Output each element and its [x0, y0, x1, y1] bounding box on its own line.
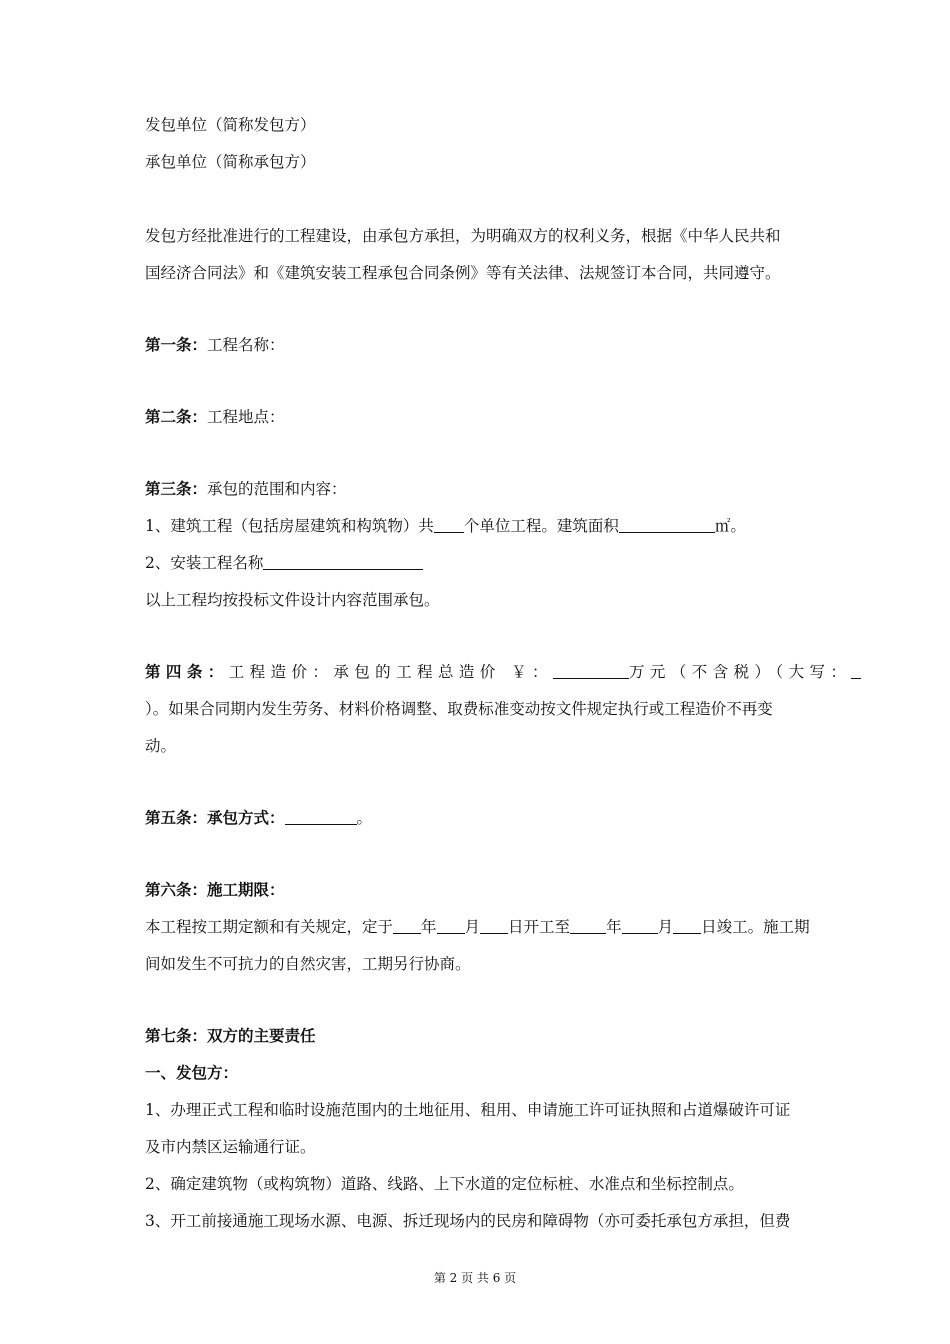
article-7-subheading: 一、发包方： — [145, 1063, 239, 1082]
blank-total-price — [553, 662, 629, 679]
article-4-line-2: ）。如果合同期内发生劳务、材料价格调整、取费标准变动按文件规定执行或工程造价不再变 — [145, 700, 773, 718]
schedule-start: 日开工至 — [508, 918, 571, 936]
blank-start-year — [393, 917, 421, 934]
article-4-line-3: 动。 — [145, 737, 177, 755]
article-5-text: 承包方式： — [207, 808, 285, 827]
blank-start-day — [480, 917, 508, 934]
employer-line: 发包单位（简称发包方） — [145, 116, 316, 134]
article-3-label: 第三条： — [145, 479, 208, 498]
schedule-finish: 日竣工。施工期 — [701, 918, 810, 936]
blank-unit-count — [434, 516, 464, 533]
article-7-item-2: 2、确定建筑物（或构筑物）道路、线路、上下水道的定位标桩、水准点和坐标控制点。 — [145, 1175, 744, 1193]
article-3 — [145, 479, 347, 499]
article-3-item-2 — [145, 553, 423, 573]
article-2 — [145, 407, 285, 427]
schedule-year: 年 — [421, 918, 437, 936]
article-7-item-3: 3、开工前接通施工现场水源、电源、拆迁现场内的民房和障碍物（亦可委托承包方承担，但费 — [145, 1212, 791, 1230]
article-3-text: 承包的范围和内容： — [207, 480, 347, 498]
contractor-line: 承包单位（简称承包方） — [145, 153, 316, 171]
article-6-label: 第六条： — [145, 880, 208, 899]
article-4-text-a: 工程造价：承包的工程总造价 ￥： — [228, 663, 553, 681]
blank-end-year — [570, 917, 606, 934]
article-6 — [145, 880, 285, 900]
article-6-line-2: 间如发生不可抗力的自然灾害，工期另行协商。 — [145, 955, 471, 973]
article-4 — [145, 662, 861, 682]
page-footer: 第 2 页 共 6 页 — [433, 1271, 517, 1285]
article-6-text: 施工期限： — [207, 880, 285, 899]
article-1-text: 工程名称： — [207, 336, 285, 354]
blank-end-month — [622, 917, 658, 934]
blank-start-month — [437, 917, 465, 934]
article-4-text-b: 万元（不含税）（大写： — [628, 663, 852, 681]
blank-end-day — [673, 917, 701, 934]
article-4-label: 第四条： — [145, 662, 229, 681]
article-5-label: 第五条： — [145, 808, 208, 827]
preamble-line-2: 国经济合同法》和《建筑安装工程承包合同条例》等有关法律、法规签订本合同，共同遵守。 — [145, 264, 781, 282]
preamble-line-1: 发包方经批准进行的工程建设，由承包方承担，为明确双方的权利义务，根据《中华人民共和 — [145, 227, 781, 245]
item-2-text: 2、安装工程名称 — [145, 554, 264, 572]
blank-install-name — [263, 553, 423, 570]
item-1-text-c: ㎡。 — [714, 517, 746, 535]
article-1-label: 第一条： — [145, 335, 208, 354]
article-2-text: 工程地点： — [207, 408, 285, 426]
article-7-item-1: 1、办理正式工程和临时设施范围内的土地征用、租用、申请施工许可证执照和占道爆破许可证 — [145, 1101, 791, 1119]
article-5 — [145, 808, 372, 828]
article-6-line-1 — [145, 917, 810, 937]
article-7 — [145, 1026, 316, 1046]
blank-contract-mode — [285, 808, 357, 825]
item-1-text-b: 个单位工程。建筑面积 — [463, 517, 619, 535]
blank-price-uppercase — [851, 662, 861, 679]
article-1 — [145, 335, 285, 355]
schedule-end-month: 月 — [657, 918, 674, 936]
article-3-item-1 — [145, 516, 746, 536]
article-2-label: 第二条： — [145, 407, 208, 426]
article-7-label: 第七条： — [145, 1026, 208, 1045]
schedule-end-year: 年 — [606, 918, 622, 936]
schedule-month: 月 — [464, 918, 481, 936]
article-7-text: 双方的主要责任 — [207, 1026, 316, 1045]
article-3-note: 以上工程均按投标文件设计内容范围承包。 — [145, 591, 440, 609]
blank-building-area — [619, 516, 715, 533]
article-5-end: 。 — [356, 809, 373, 827]
article-7-item-1-cont: 及市内禁区运输通行证。 — [145, 1138, 316, 1156]
item-1-text-a: 1、建筑工程（包括房屋建筑和构筑物）共 — [145, 517, 434, 535]
schedule-text-a: 本工程按工期定额和有关规定，定于 — [145, 918, 394, 936]
